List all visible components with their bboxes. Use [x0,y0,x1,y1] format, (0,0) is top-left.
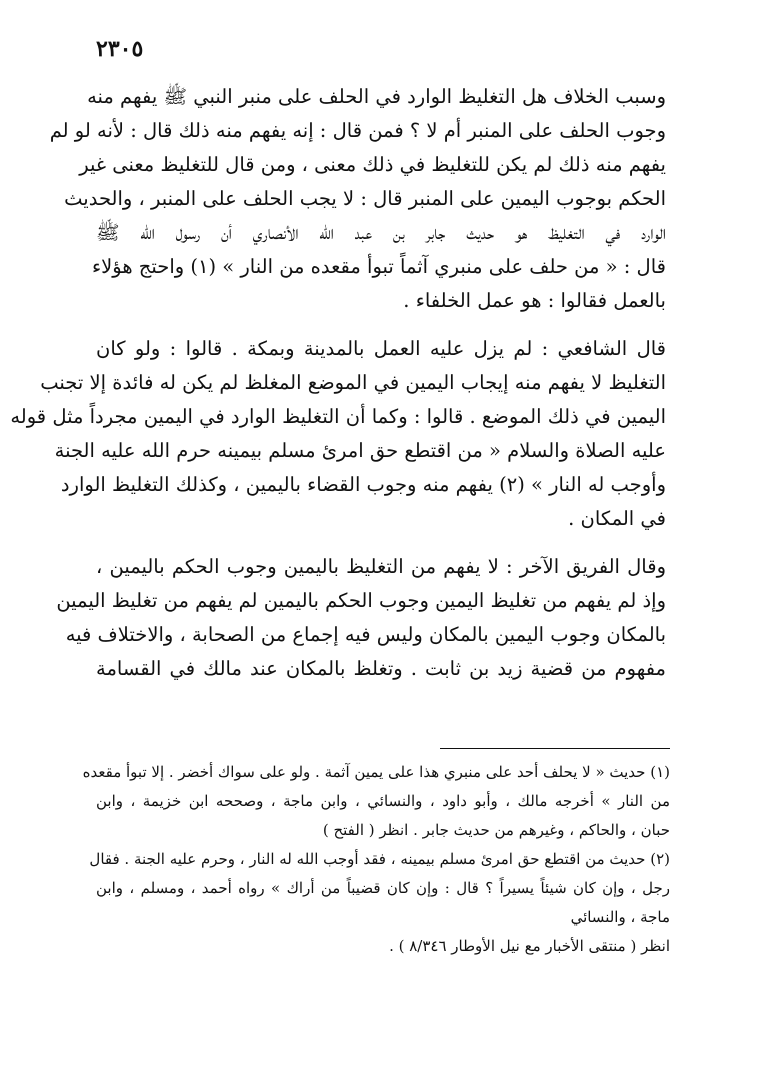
text-line: الوارد في التغليظ هو حديث جابر بن عبد الله الأنصاري أن رسول الله ﷺ [96,221,666,244]
text-line: يفهم منه ذلك لم يكن للتغليظ في ذلك معنى ، ومن قال للتغليظ معنى غير [79,153,666,176]
main-text [10,80,666,700]
text-line: وقال الفريق الآخر : لا يفهم من التغليظ باليمين وجوب الحكم باليمين ، [96,555,666,578]
paragraph-1 [49,80,666,318]
text-line: في المكان . [568,507,666,530]
text-line: قال الشافعي : لم يزل عليه العمل بالمدينة وبمكة . قالوا : ولو كان [96,337,666,360]
paragraph-2 [10,332,666,536]
text-line: قال : « من حلف على منبري آثماً تبوأ مقعده من النار » (١) واحتج هؤلاء [91,255,666,278]
text-line: التغليظ لا يفهم منه إيجاب اليمين في الموضع المغلظ لم يكن له فائدة إلا تجنب [40,371,666,394]
text-line: عليه الصلاة والسلام « من اقتطع حق امرئ مسلم بيمينه حرم الله عليه الجنة [54,439,666,462]
text-line: وجوب الحلف على المنبر أم لا ؟ فمن قال : إنه يفهم منه ذلك قال : لأنه لو لم [49,119,666,142]
footnote-2 [89,845,670,961]
footnote-line: رجل ، وإن كان شيئاً يسيراً ؟ قال : وإن كان قضيباً من أراك » رواه أحمد ، ومسلم ، وابن [96,879,670,897]
footnote-line: حبان ، والحاكم ، وغيرهم من حديث جابر . انظر ( الفتح ) [322,821,670,839]
text-line: مفهوم من قضية زيد بن ثابت . وتغلظ بالمكان عند مالك في القسامة [96,657,666,680]
text-line: بالمكان وجوب اليمين بالمكان وليس فيه إجماع من الصحابة ، والاختلاف فيه [65,623,666,646]
footnote-line: (١) حديث « لا يحلف أحد على منبري هذا على يمين آثمة . ولو على سواك أخضر . إلا تبوأ مقعده [82,763,670,781]
footnote-line: (٢) حديث من اقتطع حق امرئ مسلم بيمينه ، فقد أوجب الله له النار ، وحرم عليه الجنة . فقال [89,850,670,868]
paragraph-3 [56,550,666,686]
footnote-line: من النار » أخرجه مالك ، وأبو داود ، والنسائي ، وابن ماجة ، وصححه ابن خزيمة ، وابن [96,792,670,810]
footnote-line: انظر ( منتقى الأخبار مع نيل الأوطار ٨/٣٤٦ ) . [389,937,670,955]
footnote-1 [82,758,670,845]
text-line: بالعمل فقالوا : هو عمل الخلفاء . [403,289,666,312]
footnote-line: ماجة ، والنسائي [570,908,670,926]
footnotes [82,758,670,961]
text-line: الحكم بوجوب اليمين على المنبر قال : لا يجب الحلف على المنبر ، والحديث [64,187,666,210]
text-line: وأوجب له النار » (٢) يفهم منه وجوب القضاء باليمين ، وكذلك التغليظ الوارد [60,473,666,496]
text-line: وإذ لم يفهم من تغليظ اليمين وجوب الحكم باليمين لم يفهم من تغليظ اليمين [56,589,666,612]
text-line: وسبب الخلاف هل التغليظ الوارد في الحلف على منبر النبي ﷺ يفهم منه [87,85,666,108]
text-line: اليمين في ذلك الموضع . قالوا : وكما أن التغليظ الوارد في اليمين مجرداً مثل قوله [10,405,666,428]
page-number: ٢٣٠٥ [96,36,144,62]
footnote-divider [440,748,670,749]
